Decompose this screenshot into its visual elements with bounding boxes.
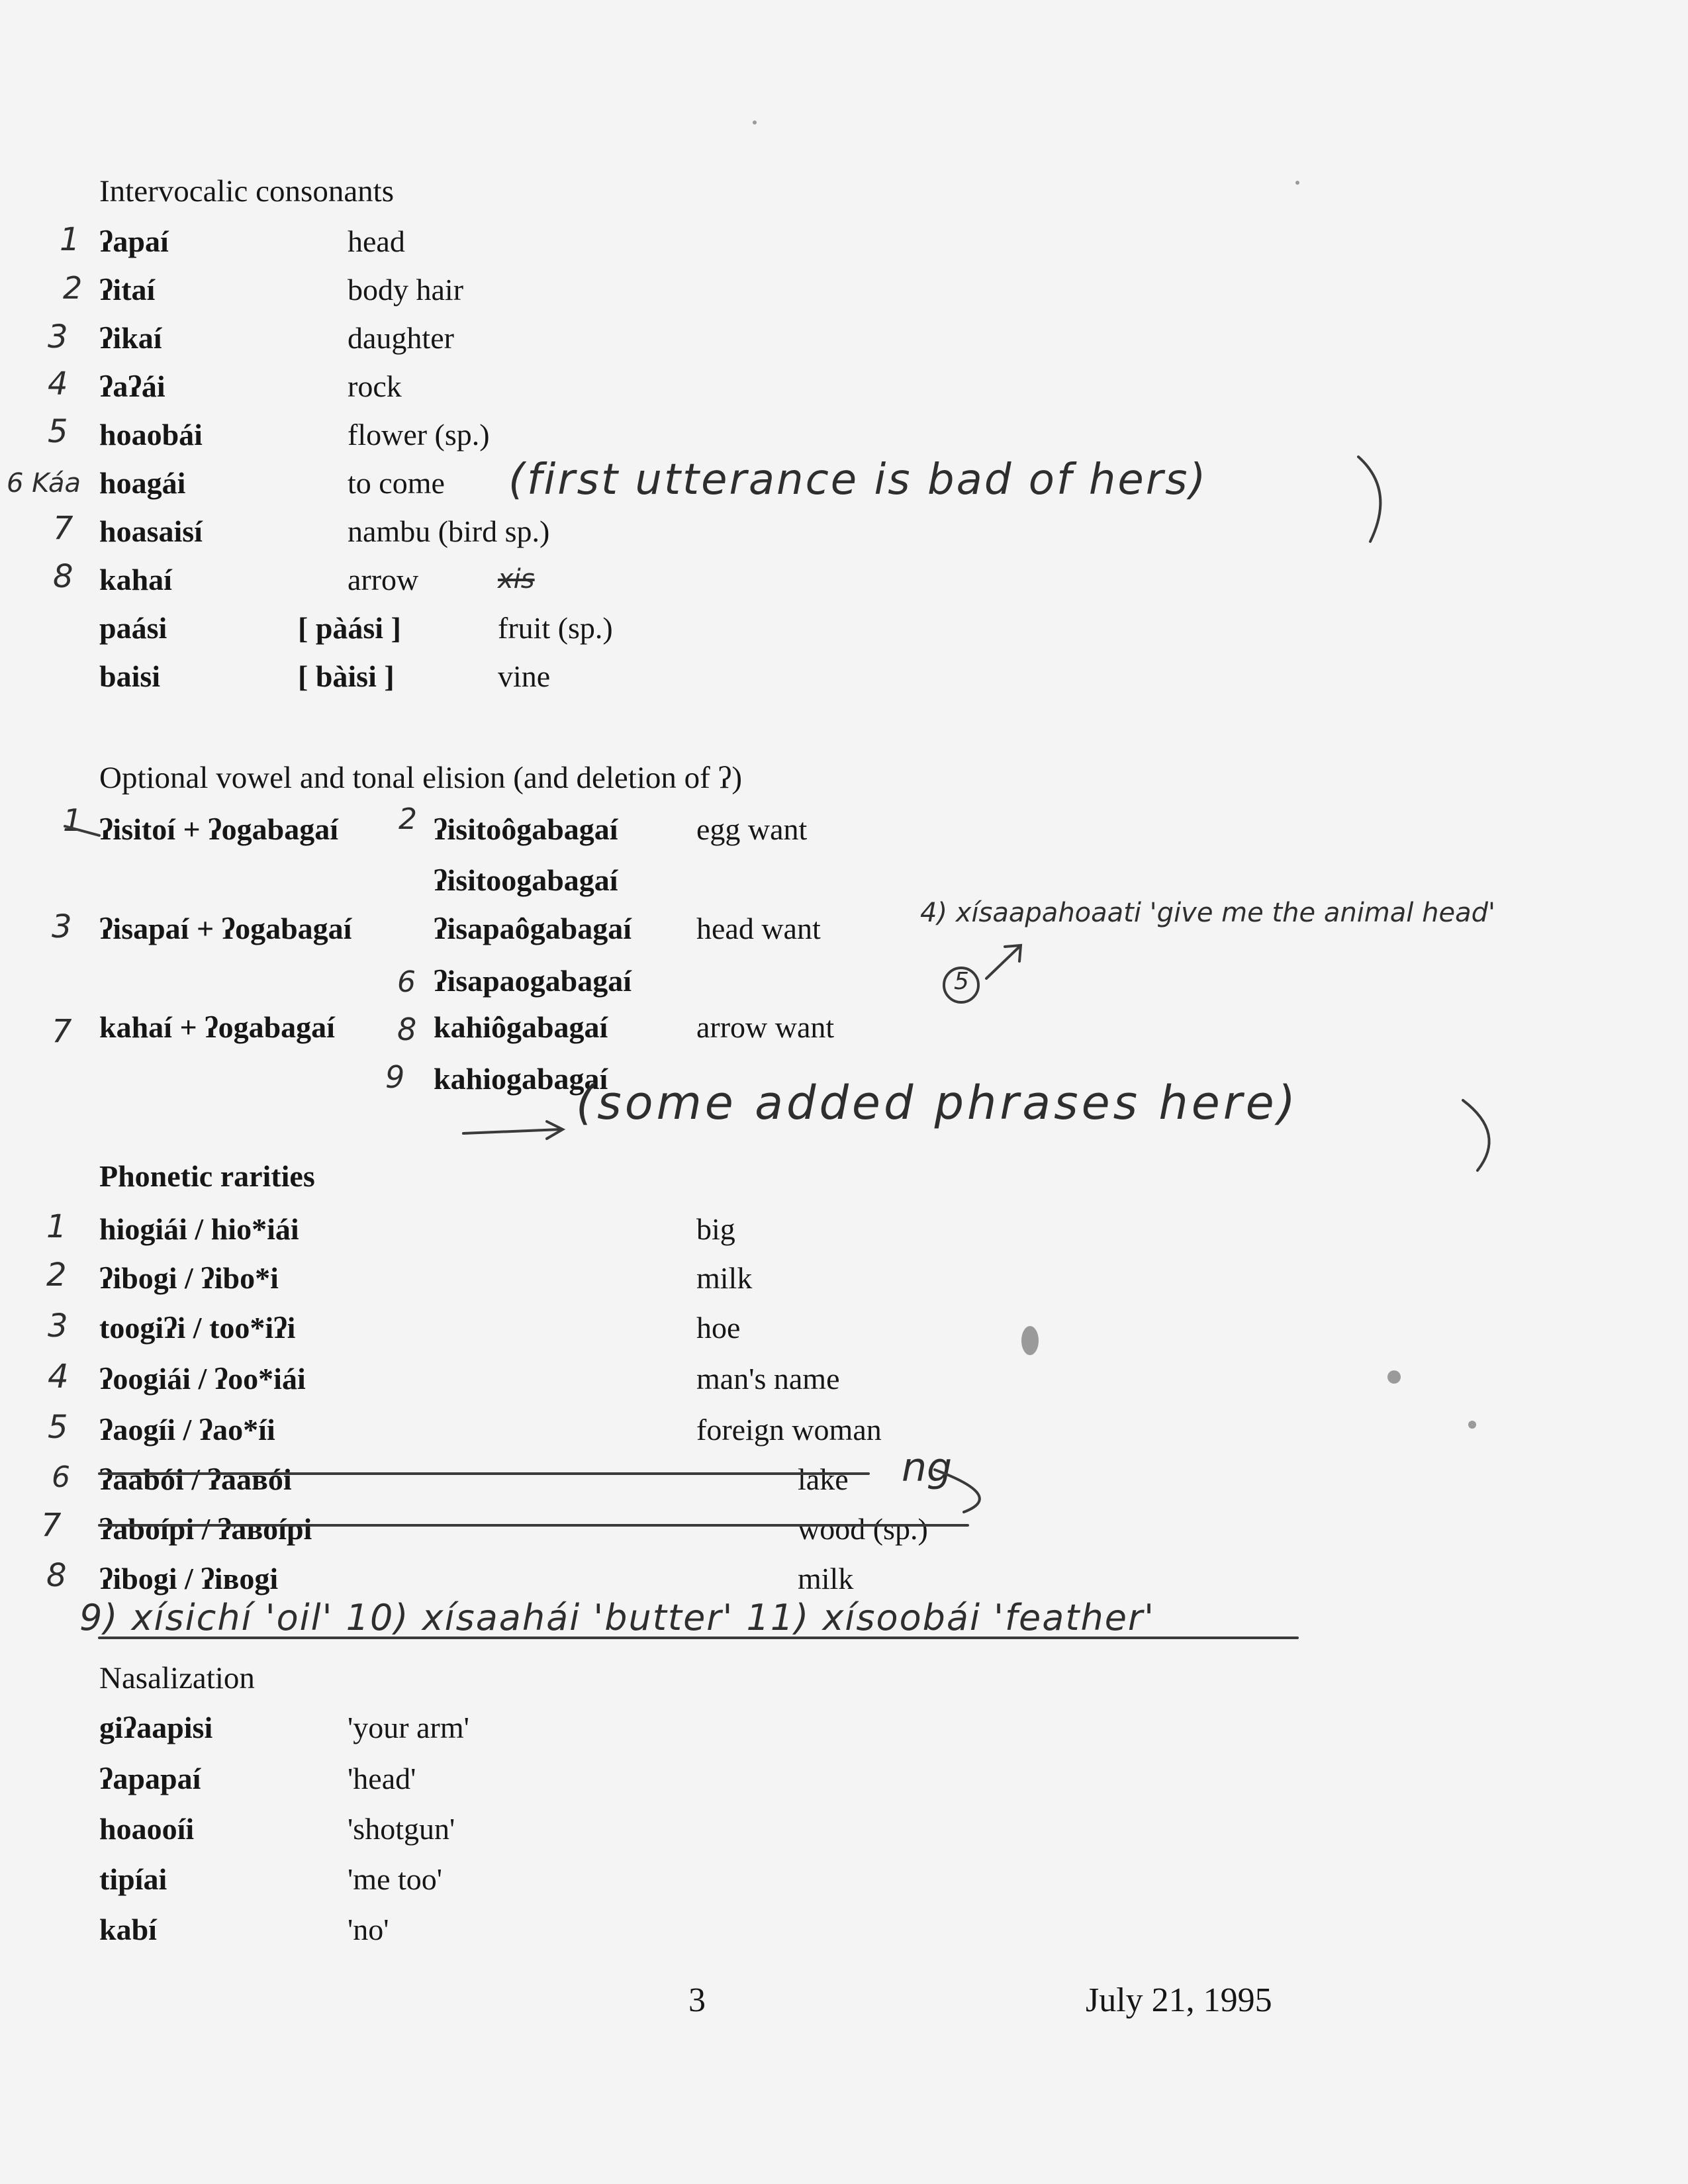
- circle-mark: [944, 968, 978, 1002]
- word: ʔapaí: [99, 224, 169, 258]
- elision-output: kahiôgabagaí: [434, 1010, 608, 1044]
- speckle: [753, 120, 757, 124]
- handwritten-number: 1: [63, 802, 83, 838]
- elision-input: ʔisapaí + ʔogabagaí: [99, 912, 352, 945]
- handwritten-number: 5: [48, 413, 68, 450]
- speckle: [1387, 1370, 1401, 1384]
- handwritten-number: 3: [48, 318, 68, 356]
- gloss: flower (sp.): [348, 418, 490, 451]
- gloss-struck: lake: [798, 1462, 849, 1496]
- gloss-struck: wood (sp.): [798, 1512, 928, 1546]
- word: paási: [99, 611, 167, 645]
- word: baisi: [99, 659, 161, 693]
- gloss: hoe: [696, 1311, 741, 1345]
- gloss: to come: [348, 466, 445, 500]
- gloss: man's name: [696, 1362, 840, 1396]
- handwritten-number: 6: [397, 965, 416, 999]
- gloss: 'shotgun': [348, 1812, 455, 1846]
- handwritten-extra-line: 9) xísichí 'oil' 10) xísaahái 'butter' 11) xísoobái 'feather': [79, 1597, 1155, 1638]
- elision-output: ʔisitoôgabagaí: [434, 812, 618, 846]
- section-heading-intervocalic: Intervocalic consonants: [99, 174, 395, 209]
- gloss: nambu (bird sp.): [348, 514, 550, 548]
- word-struck: ʔaboípi / ʔaʙoípi: [99, 1512, 312, 1546]
- word: ʔoogiái / ʔoo*iái: [99, 1362, 306, 1396]
- section-heading-rarities: Phonetic rarities: [99, 1159, 315, 1193]
- elision-output: kahiogabagaí: [434, 1062, 608, 1096]
- gloss: milk: [798, 1562, 854, 1595]
- word: ʔibogi / ʔiʙogi: [99, 1562, 279, 1595]
- handwritten-number: 2: [63, 270, 83, 306]
- handwritten-number: 2: [46, 1257, 67, 1294]
- gloss: fruit (sp.): [498, 611, 613, 645]
- handwritten-number: 5: [48, 1409, 68, 1446]
- word: ʔikaí: [99, 321, 162, 355]
- handwritten-number: 2: [399, 802, 417, 836]
- handwritten-note: ng: [902, 1445, 953, 1491]
- section-heading-elision: Optional vowel and tonal elision (and deletion of ʔ): [99, 761, 743, 795]
- gloss: egg want: [696, 812, 808, 846]
- word: toogiʔi / too*iʔi: [99, 1311, 296, 1345]
- speckle: [1295, 181, 1299, 185]
- word: giʔaapisi: [99, 1711, 213, 1744]
- handwritten-number: 4: [48, 365, 68, 403]
- word: ʔaogíi / ʔao*íi: [99, 1413, 275, 1447]
- word-struck: ʔaabói / ʔaaʙói: [99, 1462, 292, 1496]
- handwritten-number: 1: [60, 221, 80, 258]
- handwritten-note: (first utterance is bad of hers): [508, 455, 1208, 504]
- word: kahaí: [99, 563, 172, 596]
- phonetic-form: [ bàisi ]: [298, 659, 395, 693]
- elision-input: ʔisitoí + ʔogabagaí: [99, 812, 338, 846]
- handwritten-number: 6 Káa: [7, 468, 81, 499]
- handwritten-number: 8: [397, 1012, 417, 1047]
- closing-bracket-mark: [1463, 1100, 1489, 1170]
- word: kabí: [99, 1913, 157, 1946]
- word: hoaobái: [99, 418, 203, 451]
- closing-bracket-mark: [1358, 457, 1380, 542]
- gloss: milk: [696, 1261, 753, 1295]
- word: hoagái: [99, 466, 186, 500]
- handwritten-number: 7: [52, 1013, 72, 1050]
- elision-output: ʔisapaogabagaí: [434, 964, 632, 998]
- speckle: [1021, 1326, 1039, 1355]
- word: ʔitaí: [99, 273, 156, 307]
- gloss: vine: [498, 659, 551, 693]
- handwritten-number: 8: [46, 1557, 67, 1594]
- gloss: 'no': [348, 1913, 389, 1946]
- arrow-mark: [463, 1129, 560, 1133]
- gloss: 'head': [348, 1762, 416, 1795]
- word: ʔibogi / ʔibo*i: [99, 1261, 279, 1295]
- handwritten-number: 7: [53, 510, 73, 547]
- ng-tail-mark: [935, 1470, 980, 1512]
- handwritten-circled-number: 5: [954, 968, 969, 995]
- arrow-mark: [65, 826, 99, 835]
- handwritten-number: 4: [48, 1357, 69, 1396]
- handwritten-number: 1: [46, 1208, 67, 1245]
- handwritten-number: 3: [52, 908, 72, 945]
- phonetic-form: [ pàási ]: [298, 611, 401, 645]
- gloss: 'me too': [348, 1862, 443, 1896]
- gloss: body hair: [348, 273, 464, 307]
- gloss: arrow want: [696, 1010, 835, 1044]
- gloss: big: [696, 1212, 735, 1246]
- section-heading-nasalization: Nasalization: [99, 1661, 255, 1695]
- handwritten-note: 4) xísaapahoaati 'give me the animal head': [920, 898, 1495, 928]
- elision-output: ʔisapaôgabagaí: [434, 912, 632, 945]
- word: ʔaʔái: [99, 369, 165, 403]
- elision-input: kahaí + ʔogabagaí: [99, 1010, 335, 1044]
- word: hoasaisí: [99, 514, 203, 548]
- gloss: daughter: [348, 321, 454, 355]
- word: hiogiái / hio*iái: [99, 1212, 299, 1246]
- gloss: head: [348, 224, 405, 258]
- speckle: [1468, 1421, 1476, 1429]
- word: ʔapapaí: [99, 1762, 201, 1795]
- gloss: rock: [348, 369, 402, 403]
- crossed-out-note: xis: [498, 564, 535, 594]
- handwritten-number: 3: [48, 1307, 68, 1345]
- gloss: arrow: [348, 563, 419, 596]
- gloss: foreign woman: [696, 1413, 882, 1447]
- handwritten-number: 7: [41, 1507, 62, 1544]
- handwritten-number: 6: [52, 1460, 70, 1494]
- arrow-mark: [986, 947, 1019, 978]
- gloss: head want: [696, 912, 821, 945]
- handwritten-note: (some added phrases here): [576, 1076, 1299, 1130]
- elision-output: ʔisitoogabagaí: [434, 863, 618, 897]
- gloss: 'your arm': [348, 1711, 469, 1744]
- handwritten-number: 8: [53, 558, 73, 595]
- word: hoaooíi: [99, 1812, 195, 1846]
- footer-date: July 21, 1995: [1086, 1981, 1272, 2019]
- handwritten-number: 9: [385, 1059, 405, 1095]
- page-number: 3: [688, 1981, 706, 2019]
- word: tipíai: [99, 1862, 167, 1896]
